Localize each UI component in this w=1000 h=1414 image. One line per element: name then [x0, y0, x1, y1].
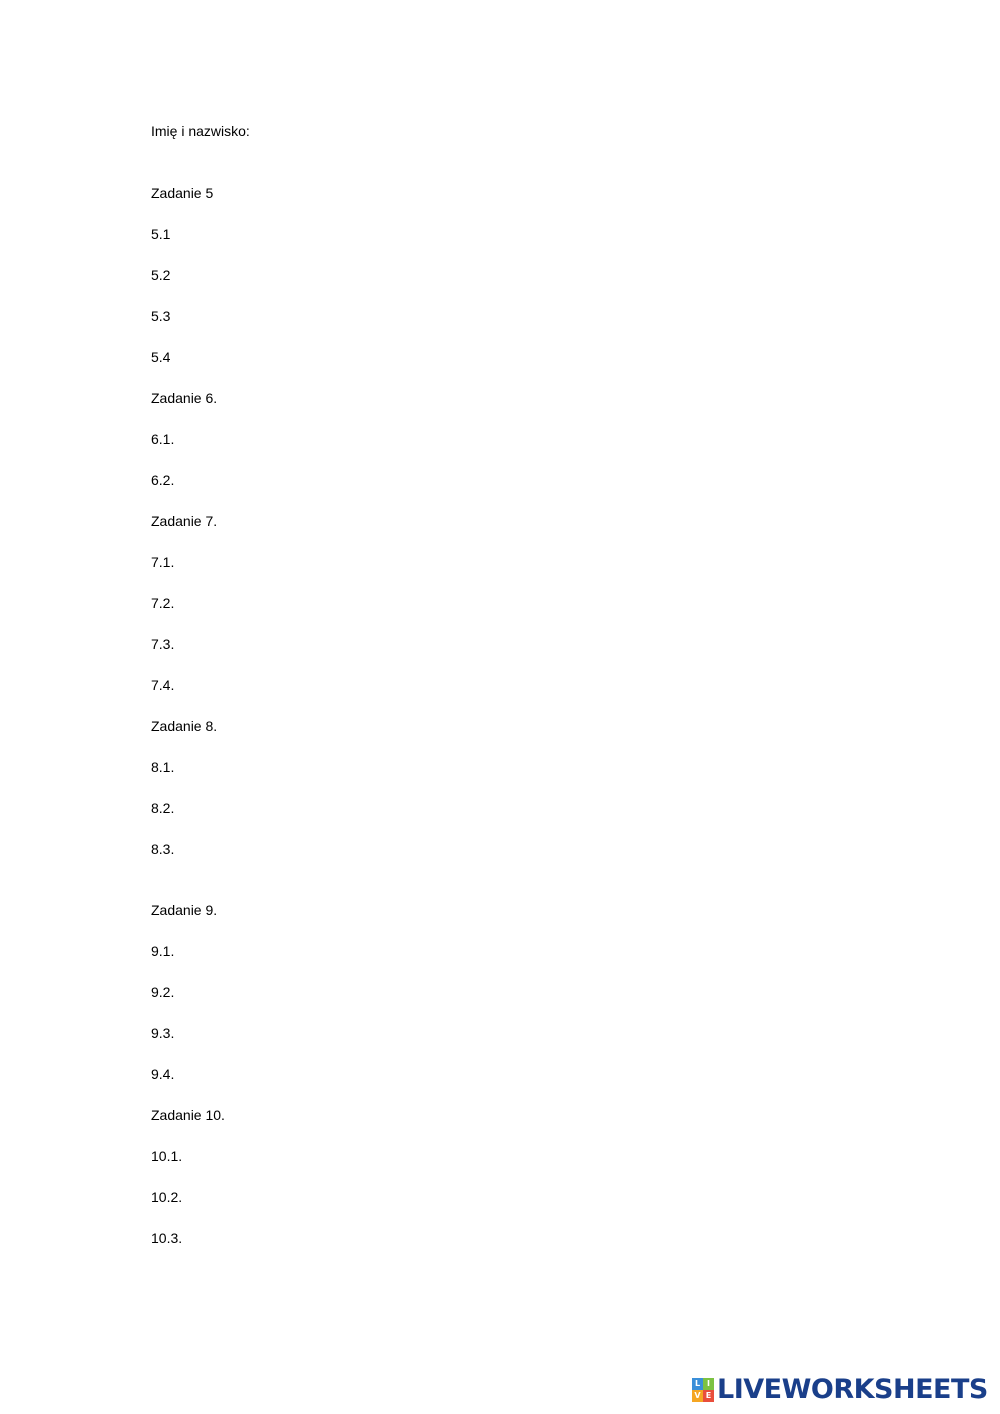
answer-line-6-2: 6.2.: [151, 472, 175, 488]
answer-line-5-2: 5.2: [151, 267, 171, 283]
answer-line-6-1: 6.1.: [151, 431, 175, 447]
task-heading-9: Zadanie 9.: [151, 902, 218, 918]
liveworksheets-logo-icon: [692, 1378, 714, 1402]
answer-line-7-1: 7.1.: [151, 554, 175, 570]
logo-mark-cell: V: [692, 1390, 703, 1402]
answer-line-5-4: 5.4: [151, 349, 171, 365]
logo-text: LIVEWORKSHEETS: [717, 1374, 988, 1405]
logo-mark-cell: E: [703, 1390, 714, 1402]
liveworksheets-logo: [692, 1373, 988, 1407]
name-label: Imię i nazwisko:: [151, 123, 250, 139]
answer-line-8-2: 8.2.: [151, 800, 175, 816]
answer-line-7-3: 7.3.: [151, 636, 175, 652]
answer-line-10-2: 10.2.: [151, 1189, 183, 1205]
task-heading-7: Zadanie 7.: [151, 513, 218, 529]
answer-line-9-1: 9.1.: [151, 943, 175, 959]
answer-line-7-4: 7.4.: [151, 677, 175, 693]
answer-line-8-1: 8.1.: [151, 759, 175, 775]
answer-line-9-4: 9.4.: [151, 1066, 175, 1082]
answer-line-5-1: 5.1: [151, 226, 171, 242]
task-heading-5: Zadanie 5: [151, 185, 214, 201]
task-heading-6: Zadanie 6.: [151, 390, 218, 406]
answer-line-9-2: 9.2.: [151, 984, 175, 1000]
logo-mark-cell: I: [703, 1378, 714, 1390]
answer-line-8-3: 8.3.: [151, 841, 175, 857]
logo-mark-cell: L: [692, 1378, 703, 1390]
answer-line-10-1: 10.1.: [151, 1148, 183, 1164]
task-heading-8: Zadanie 8.: [151, 718, 218, 734]
answer-line-10-3: 10.3.: [151, 1230, 183, 1246]
task-heading-10: Zadanie 10.: [151, 1107, 225, 1123]
answer-line-5-3: 5.3: [151, 308, 171, 324]
answer-line-9-3: 9.3.: [151, 1025, 175, 1041]
answer-line-7-2: 7.2.: [151, 595, 175, 611]
